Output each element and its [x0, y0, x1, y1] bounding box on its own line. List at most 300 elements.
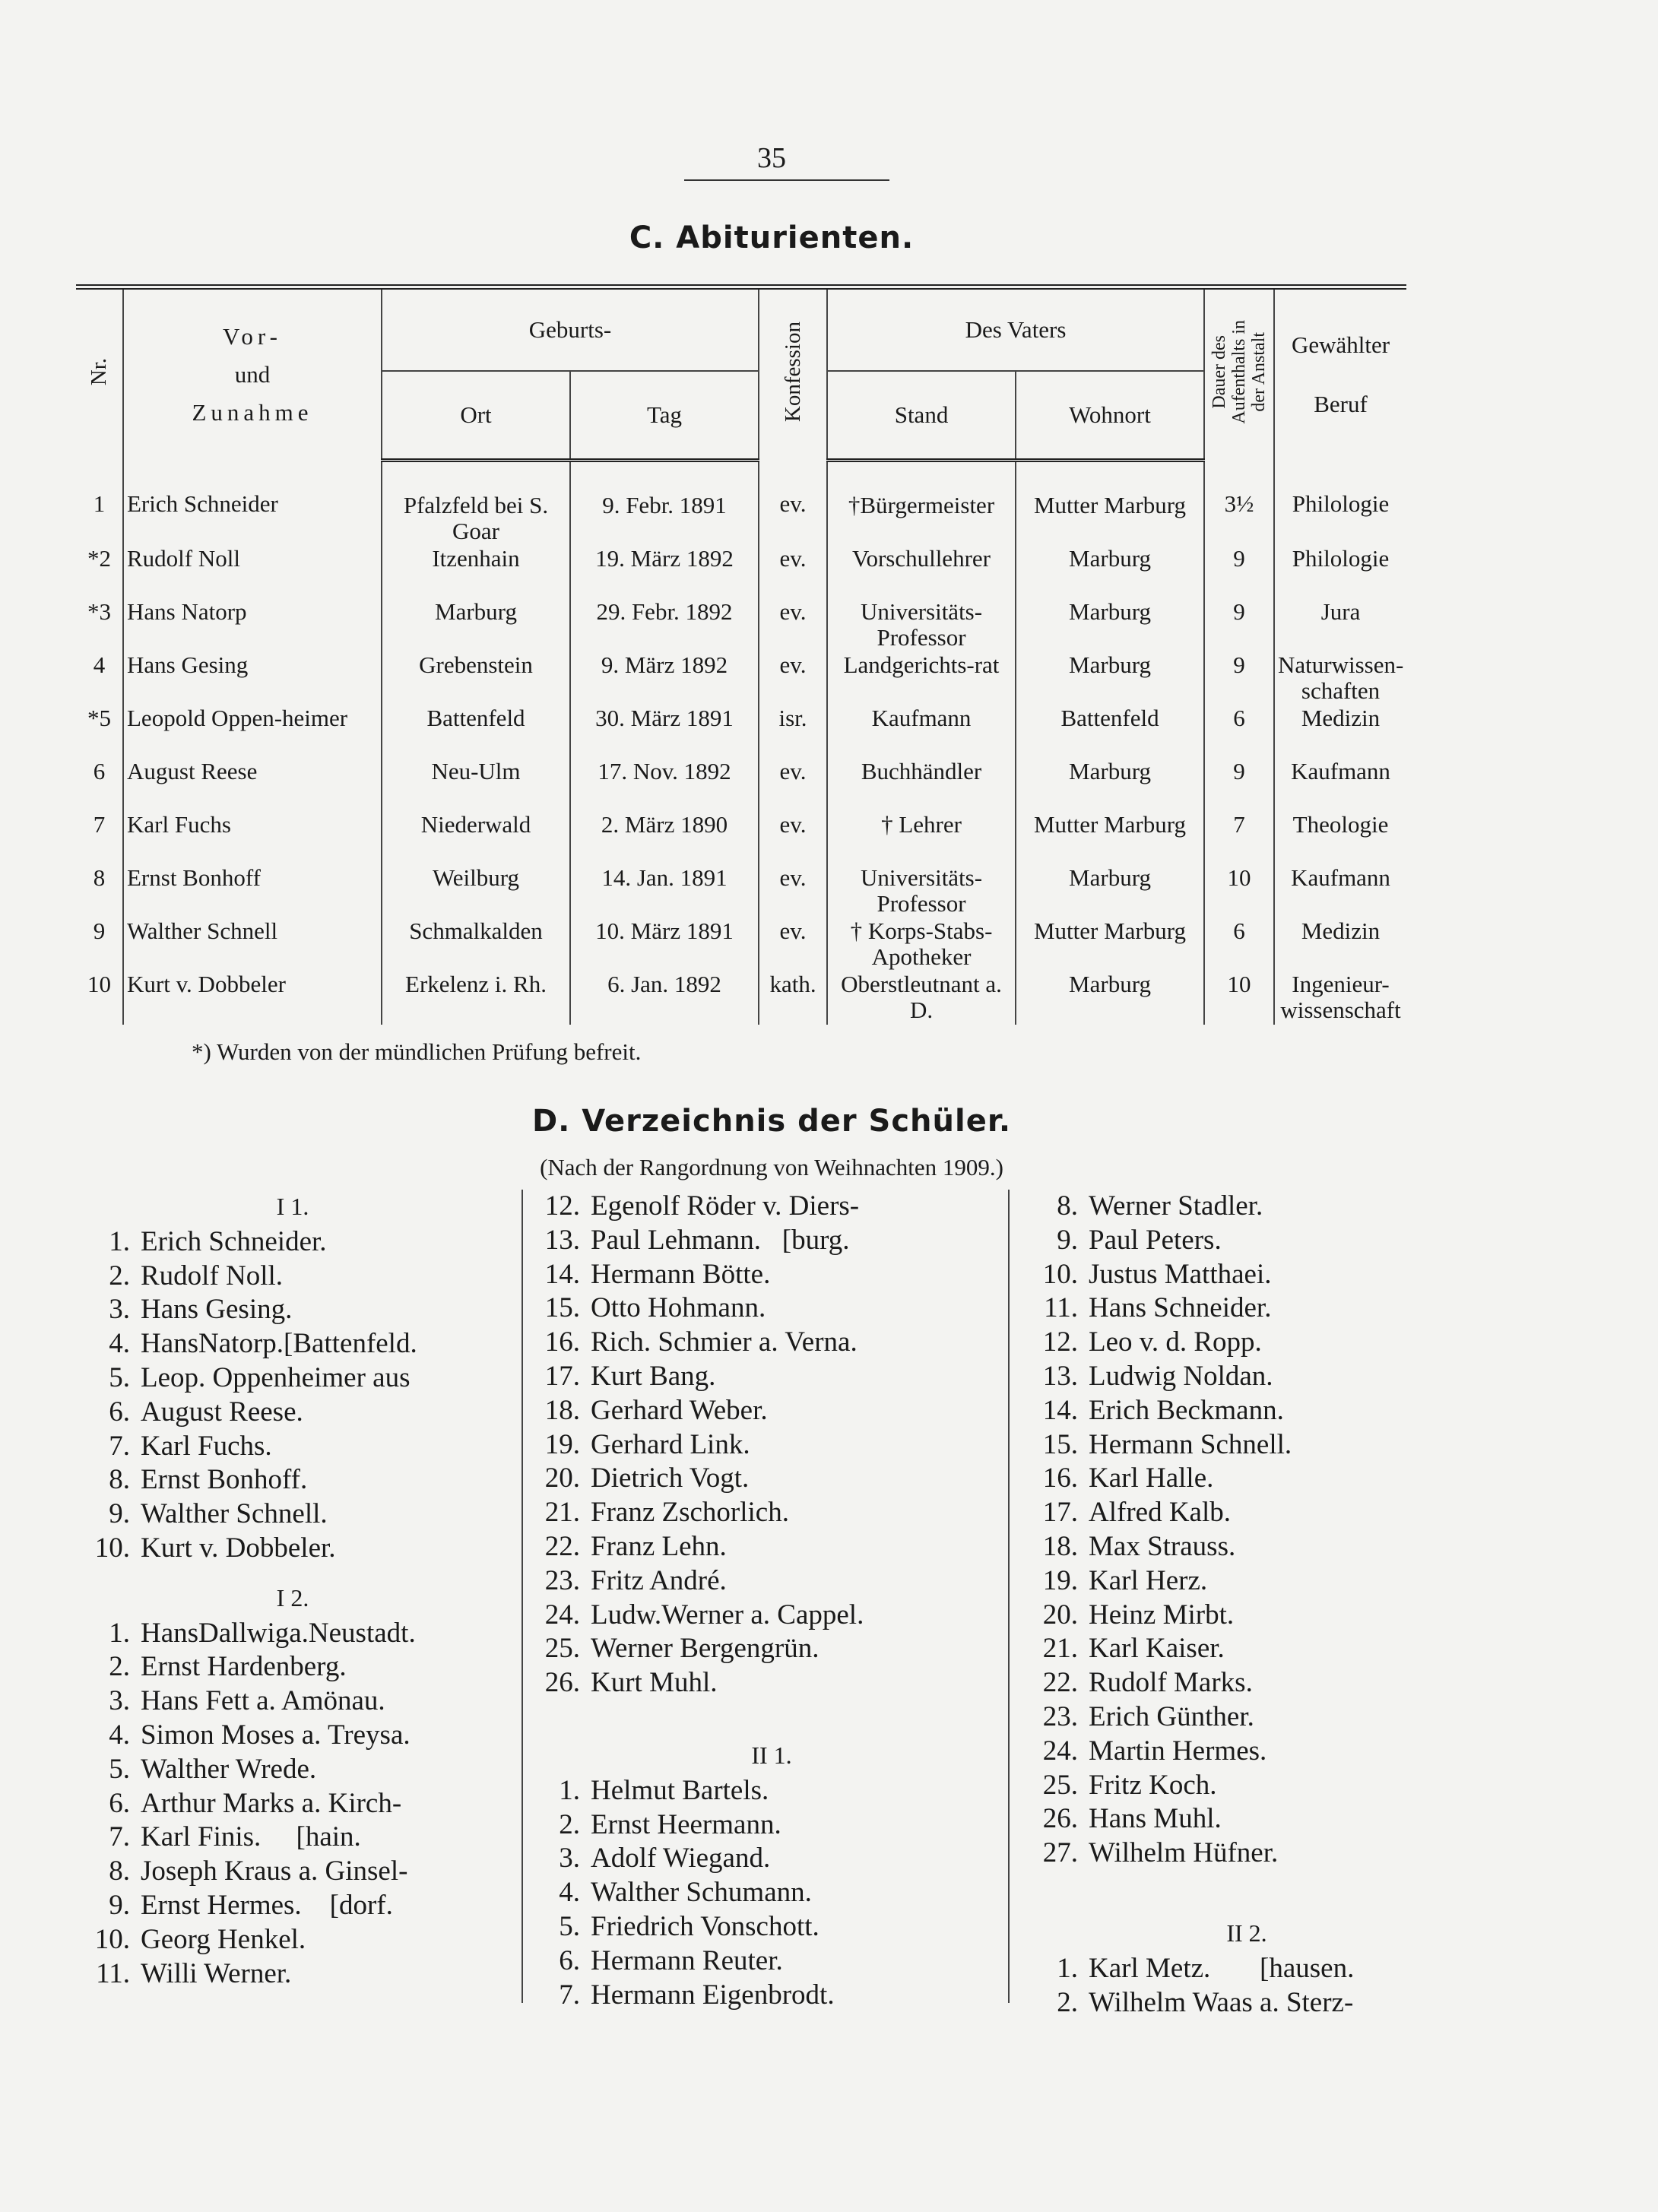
- list-item-name: Hans Muhl.: [1089, 1803, 1222, 1835]
- cell-wohnort: Marburg: [1016, 599, 1204, 652]
- list-item-name: Hans Fett a. Amönau.: [141, 1685, 385, 1717]
- list-item-number: 6.: [109, 1396, 130, 1428]
- header-wohnort: Wohnort: [1016, 371, 1204, 461]
- cell-konf: isr.: [759, 705, 827, 759]
- cell-name: Ernst Bonhoff: [123, 865, 382, 918]
- list-item-name: Ludwig Noldan.: [1089, 1360, 1273, 1392]
- cell-nr: 8: [93, 864, 106, 891]
- list-item-number: 14.: [1042, 1394, 1078, 1426]
- list-item-number: 25.: [544, 1633, 580, 1665]
- list-item-number: 10.: [94, 1923, 130, 1955]
- list-item-number: 4.: [109, 1719, 130, 1751]
- page-number: 35: [757, 142, 786, 174]
- cell-name: Erich Schneider: [123, 461, 382, 547]
- cell-beruf: Medizin: [1274, 705, 1406, 759]
- list-item: [72, 1923, 513, 1957]
- list-item-number: 3.: [109, 1294, 130, 1326]
- table-row: [76, 461, 1406, 547]
- list-item: [536, 1842, 1007, 1876]
- cell-name: August Reese: [123, 759, 382, 812]
- list-item: [1019, 1700, 1475, 1735]
- list-item: [1019, 1599, 1475, 1633]
- list-item-number: 3.: [559, 1843, 580, 1874]
- cell-dauer: 9: [1204, 652, 1274, 705]
- list-item-name: Erich Beckmann.: [1089, 1394, 1284, 1426]
- list-item-number: 6.: [109, 1787, 130, 1819]
- list-item: [1019, 1326, 1475, 1360]
- list-item-number: 24.: [1042, 1735, 1078, 1767]
- list-item: [1019, 1291, 1475, 1326]
- list-item-number: 17.: [544, 1360, 580, 1392]
- list-item-number: 2.: [109, 1260, 130, 1291]
- cell-tag: 10. März 1891: [570, 918, 759, 971]
- cell-nr: 1: [93, 490, 106, 517]
- list-item-name: Karl Herz.: [1089, 1564, 1208, 1596]
- list-item-name: Otto Hohmann.: [591, 1292, 766, 1324]
- list-item-number: 4.: [559, 1877, 580, 1909]
- list-item: [536, 1224, 1007, 1258]
- list-item-number: 8.: [109, 1855, 130, 1887]
- cell-konf: ev.: [759, 865, 827, 918]
- list-item: [72, 1327, 513, 1361]
- table-row: [76, 812, 1406, 865]
- list-item-name: Adolf Wiegand.: [591, 1843, 771, 1874]
- list-item-number: 11.: [1044, 1292, 1078, 1324]
- cell-wohnort: Marburg: [1016, 865, 1204, 918]
- cell-name: Karl Fuchs: [123, 812, 382, 865]
- section-d-title: D. Verzeichnis der Schüler.: [531, 1104, 1012, 1139]
- list-item: [1019, 1258, 1475, 1292]
- cell-konf: ev.: [759, 599, 827, 652]
- table-row: [76, 865, 1406, 918]
- cell-ort: Battenfeld: [382, 705, 570, 759]
- list-item: [72, 1430, 513, 1464]
- list-item-number: 3.: [109, 1685, 130, 1717]
- table-row: [76, 546, 1406, 599]
- cell-dauer: 6: [1204, 918, 1274, 971]
- header-nr: Nr.: [76, 287, 123, 461]
- list-item-name: Helmut Bartels.: [591, 1774, 769, 1806]
- list-item: [1019, 1666, 1475, 1700]
- list-item-number: 5.: [109, 1753, 130, 1785]
- list-item-name: Leop. Oppenheimer aus: [141, 1361, 411, 1393]
- list-item: [72, 1957, 513, 1992]
- cell-ort: Pfalzfeld bei S. Goar: [382, 461, 570, 547]
- list-item-number: 9.: [109, 1889, 130, 1921]
- cell-dauer: 7: [1204, 812, 1274, 865]
- list-item-number: 23.: [1042, 1700, 1078, 1732]
- list-item-name: Wilhelm Hüfner.: [1089, 1837, 1279, 1869]
- cell-stand: † Korps-Stabs-Apotheker: [827, 918, 1016, 971]
- list-item-number: 1.: [109, 1617, 130, 1649]
- list-item-name: HansDallwiga.Neustadt.: [141, 1617, 416, 1649]
- cell-stand: Landgerichts-rat: [827, 652, 1016, 705]
- cell-ort: Grebenstein: [382, 652, 570, 705]
- list-item: [72, 1719, 513, 1753]
- list-item-number: 1.: [559, 1774, 580, 1806]
- list-item: [72, 1225, 513, 1260]
- list-item: [536, 1599, 1007, 1633]
- cell-konf: ev.: [759, 812, 827, 865]
- list-item-name: Hermann Bötte.: [591, 1258, 771, 1290]
- cell-dauer: 10: [1204, 971, 1274, 1025]
- list-item-number: 7.: [109, 1821, 130, 1853]
- list-item-number: 15.: [544, 1292, 580, 1324]
- list-item-name: Hermann Eigenbrodt.: [591, 1979, 835, 2011]
- list-item-name: Gerhard Weber.: [591, 1394, 768, 1426]
- list-item: [1019, 1836, 1475, 1871]
- list-item: [536, 1394, 1007, 1428]
- list-item-number: 10.: [94, 1532, 130, 1564]
- list-item-number: 4.: [109, 1328, 130, 1360]
- list-item: [536, 1774, 1007, 1808]
- cell-ort: Schmalkalden: [382, 918, 570, 971]
- list-item: [536, 1496, 1007, 1530]
- cell-dauer: 9: [1204, 759, 1274, 812]
- list-item: [536, 1462, 1007, 1496]
- list-item-number: 20.: [1042, 1599, 1078, 1630]
- list-item-number: 25.: [1042, 1769, 1078, 1801]
- cell-tag: 9. Febr. 1891: [570, 461, 759, 547]
- cell-name: Kurt v. Dobbeler: [123, 971, 382, 1025]
- list-item-number: 22.: [544, 1530, 580, 1562]
- list-item-name: Hans Schneider.: [1089, 1292, 1272, 1324]
- list-item-number: 21.: [1042, 1633, 1078, 1665]
- list-item: [1019, 1224, 1475, 1258]
- student-column-1: [72, 1190, 513, 1991]
- list-item: [1019, 1360, 1475, 1394]
- list-item-name: Walther Schumann.: [591, 1877, 812, 1909]
- cell-name: Rudolf Noll: [123, 546, 382, 599]
- cell-stand: Kaufmann: [827, 705, 1016, 759]
- cell-nr: *5: [87, 705, 111, 731]
- list-item: [536, 1666, 1007, 1700]
- list-item: [536, 1979, 1007, 2013]
- list-item-name: Max Strauss.: [1089, 1530, 1236, 1562]
- abiturienten-table: [76, 284, 1406, 1025]
- list-item: [72, 1684, 513, 1719]
- list-item-number: 14.: [544, 1258, 580, 1290]
- cell-ort: Weilburg: [382, 865, 570, 918]
- cell-dauer: 3½: [1204, 461, 1274, 547]
- cell-name: Leopold Oppen-heimer: [123, 705, 382, 759]
- list-item: [536, 1564, 1007, 1599]
- list-item-number: 24.: [544, 1599, 580, 1630]
- list-item: [72, 1361, 513, 1396]
- footnote: *) Wurden von der mündlichen Prüfung befreit.: [192, 1038, 642, 1065]
- header-des-vaters: Des Vaters: [827, 287, 1204, 372]
- list-item-number: 9.: [1057, 1224, 1078, 1256]
- cell-stand: Universitäts-Professor: [827, 865, 1016, 918]
- list-item: [536, 1360, 1007, 1394]
- list-item-name: Heinz Mirbt.: [1089, 1599, 1235, 1630]
- list-item-name: Werner Stadler.: [1089, 1190, 1263, 1222]
- cell-beruf: Ingenieur-wissenschaft: [1274, 971, 1406, 1025]
- list-item: [536, 1632, 1007, 1666]
- section-c-title: C. Abiturienten.: [629, 220, 915, 255]
- list-item-name: HansNatorp.[Battenfeld.: [141, 1328, 417, 1360]
- cell-nr: 4: [93, 651, 106, 678]
- list-item: [1019, 1632, 1475, 1666]
- header-tag: Tag: [570, 371, 759, 461]
- list-item-name: Karl Metz. [hausen.: [1089, 1952, 1355, 1984]
- list-item: [72, 1855, 513, 1889]
- cell-nr: *2: [87, 545, 111, 572]
- cell-konf: ev.: [759, 918, 827, 971]
- cell-name: Hans Gesing: [123, 652, 382, 705]
- list-item-name: Willi Werner.: [141, 1957, 292, 1989]
- cell-wohnort: Battenfeld: [1016, 705, 1204, 759]
- cell-name: Hans Natorp: [123, 599, 382, 652]
- cell-tag: 14. Jan. 1891: [570, 865, 759, 918]
- list-item-name: Leo v. d. Ropp.: [1089, 1326, 1262, 1358]
- cell-konf: ev.: [759, 759, 827, 812]
- list-item: [1019, 1190, 1475, 1224]
- list-item-name: Hans Gesing.: [141, 1294, 293, 1326]
- list-item-name: Hermann Reuter.: [591, 1944, 783, 1976]
- class-heading: II 2.: [1226, 1919, 1267, 1947]
- list-item-number: 7.: [109, 1430, 130, 1462]
- list-item-name: Rudolf Noll.: [141, 1260, 284, 1291]
- cell-stand: Universitäts-Professor: [827, 599, 1016, 652]
- list-item-name: Walther Schnell.: [141, 1498, 328, 1530]
- list-item: [72, 1617, 513, 1651]
- list-item-name: Werner Bergengrün.: [591, 1633, 819, 1665]
- table-row: [76, 759, 1406, 812]
- list-item-name: Karl Fuchs.: [141, 1430, 272, 1462]
- cell-stand: †Bürgermeister: [827, 461, 1016, 547]
- list-item-name: Joseph Kraus a. Ginsel-: [141, 1855, 408, 1887]
- list-item-number: 5.: [109, 1361, 130, 1393]
- list-item-number: 19.: [1042, 1564, 1078, 1596]
- cell-dauer: 6: [1204, 705, 1274, 759]
- list-item: [536, 1944, 1007, 1979]
- table-row: [76, 599, 1406, 652]
- list-item: [72, 1821, 513, 1855]
- section-d-subtitle: (Nach der Rangordnung von Weihnachten 1909.): [540, 1154, 1003, 1180]
- list-item: [72, 1463, 513, 1497]
- list-item-name: Alfred Kalb.: [1089, 1497, 1231, 1529]
- cell-tag: 17. Nov. 1892: [570, 759, 759, 812]
- header-name: Vor- und Zunahme: [123, 287, 382, 461]
- list-item-number: 16.: [544, 1326, 580, 1358]
- header-stand: Stand: [827, 371, 1016, 461]
- table-row: [76, 971, 1406, 1025]
- list-item: [1019, 1496, 1475, 1530]
- list-item: [72, 1532, 513, 1566]
- list-item-name: Martin Hermes.: [1089, 1735, 1267, 1767]
- list-item-number: 7.: [559, 1979, 580, 2011]
- cell-konf: ev.: [759, 546, 827, 599]
- cell-ort: Erkelenz i. Rh.: [382, 971, 570, 1025]
- list-item-name: August Reese.: [141, 1396, 303, 1428]
- list-item-name: Erich Günther.: [1089, 1700, 1254, 1732]
- list-item-number: 8.: [109, 1464, 130, 1496]
- table-row: [76, 918, 1406, 971]
- list-item-number: 2.: [559, 1808, 580, 1840]
- cell-wohnort: Mutter Marburg: [1016, 812, 1204, 865]
- list-item: [536, 1530, 1007, 1564]
- list-item-name: Ernst Hardenberg.: [141, 1651, 347, 1683]
- cell-ort: Itzenhain: [382, 546, 570, 599]
- class-heading: I 2.: [276, 1583, 309, 1611]
- table-row: [76, 705, 1406, 759]
- list-item-name: Paul Peters.: [1089, 1224, 1222, 1256]
- list-item-number: 9.: [109, 1498, 130, 1530]
- list-item-name: Simon Moses a. Treysa.: [141, 1719, 411, 1751]
- cell-stand: Oberstleutnant a. D.: [827, 971, 1016, 1025]
- list-item-number: 2.: [1057, 1986, 1078, 2018]
- cell-wohnort: Marburg: [1016, 546, 1204, 599]
- list-item: [536, 1291, 1007, 1326]
- list-item: [72, 1650, 513, 1684]
- cell-tag: 29. Febr. 1892: [570, 599, 759, 652]
- list-item: [72, 1260, 513, 1294]
- list-item-name: Friedrich Vonschott.: [591, 1910, 819, 1942]
- list-item-number: 13.: [544, 1224, 580, 1256]
- list-item-name: Egenolf Röder v. Diers-: [591, 1190, 860, 1222]
- list-item-number: 6.: [559, 1944, 580, 1976]
- cell-wohnort: Marburg: [1016, 652, 1204, 705]
- list-item-name: Rich. Schmier a. Verna.: [591, 1326, 858, 1358]
- list-item: [72, 1293, 513, 1327]
- page-number-rule: [684, 179, 889, 181]
- cell-ort: Neu-Ulm: [382, 759, 570, 812]
- list-item-number: 26.: [1042, 1803, 1078, 1835]
- cell-beruf: Philologie: [1274, 546, 1406, 599]
- list-item-number: 18.: [544, 1394, 580, 1426]
- cell-konf: ev.: [759, 652, 827, 705]
- table-row: [76, 652, 1406, 705]
- list-item-number: 5.: [559, 1910, 580, 1942]
- list-item-name: Ernst Hermes. [dorf.: [141, 1889, 393, 1921]
- list-item-name: Franz Zschorlich.: [591, 1497, 789, 1529]
- class-heading: II 1.: [751, 1741, 792, 1769]
- cell-wohnort: Mutter Marburg: [1016, 918, 1204, 971]
- list-item-name: Georg Henkel.: [141, 1923, 306, 1955]
- cell-stand: Vorschullehrer: [827, 546, 1016, 599]
- cell-beruf: Kaufmann: [1274, 759, 1406, 812]
- list-item-name: Wilhelm Waas a. Sterz-: [1089, 1986, 1354, 2018]
- student-column-2: [536, 1190, 1007, 2012]
- list-item: [72, 1889, 513, 1923]
- list-item: [536, 1190, 1007, 1224]
- list-item-name: Kurt Bang.: [591, 1360, 716, 1392]
- list-item-name: Karl Kaiser.: [1089, 1633, 1225, 1665]
- list-item: [536, 1428, 1007, 1463]
- list-item-name: Paul Lehmann. [burg.: [591, 1224, 850, 1256]
- list-item-name: Ernst Bonhoff.: [141, 1464, 308, 1496]
- cell-dauer: 9: [1204, 599, 1274, 652]
- list-item-name: Dietrich Vogt.: [591, 1463, 750, 1494]
- column-rule: [521, 1190, 523, 2003]
- cell-tag: 9. März 1892: [570, 652, 759, 705]
- list-item-name: Ludw.Werner a. Cappel.: [591, 1599, 864, 1630]
- header-geburts: Geburts-: [382, 287, 759, 372]
- list-item-number: 19.: [544, 1428, 580, 1460]
- list-item-number: 2.: [109, 1651, 130, 1683]
- list-item-number: 16.: [1042, 1463, 1078, 1494]
- header-konfession: Konfession: [759, 287, 827, 461]
- cell-beruf: Naturwissen-schaften: [1274, 652, 1406, 705]
- list-item-name: Karl Halle.: [1089, 1463, 1214, 1494]
- cell-beruf: Kaufmann: [1274, 865, 1406, 918]
- column-rule: [1008, 1190, 1010, 2003]
- cell-dauer: 9: [1204, 546, 1274, 599]
- list-item-number: 22.: [1042, 1667, 1078, 1699]
- list-item-number: 23.: [544, 1564, 580, 1596]
- list-item-name: Erich Schneider.: [141, 1225, 327, 1257]
- list-item: [1019, 1462, 1475, 1496]
- cell-beruf: Jura: [1274, 599, 1406, 652]
- list-item: [1019, 1564, 1475, 1599]
- list-item: [536, 1910, 1007, 1944]
- cell-tag: 6. Jan. 1892: [570, 971, 759, 1025]
- list-item-number: 27.: [1042, 1837, 1078, 1869]
- list-item: [1019, 1802, 1475, 1836]
- list-item-name: Franz Lehn.: [591, 1530, 727, 1562]
- header-dauer: Dauer des Aufenthalts in der Anstalt: [1204, 287, 1274, 461]
- list-item-number: 1.: [1057, 1952, 1078, 1984]
- list-item-number: 12.: [1042, 1326, 1078, 1358]
- cell-wohnort: Marburg: [1016, 971, 1204, 1025]
- list-item-name: Gerhard Link.: [591, 1428, 750, 1460]
- cell-ort: Niederwald: [382, 812, 570, 865]
- cell-tag: 19. März 1892: [570, 546, 759, 599]
- list-item: [72, 1753, 513, 1787]
- cell-nr: *3: [87, 598, 111, 625]
- list-item-number: 10.: [1042, 1258, 1078, 1290]
- cell-name: Walther Schnell: [123, 918, 382, 971]
- list-item-name: Karl Finis. [hain.: [141, 1821, 361, 1853]
- list-item-number: 21.: [544, 1497, 580, 1529]
- list-item-number: 20.: [544, 1463, 580, 1494]
- cell-nr: 9: [93, 917, 106, 944]
- cell-tag: 30. März 1891: [570, 705, 759, 759]
- cell-nr: 7: [93, 811, 106, 838]
- cell-wohnort: Marburg: [1016, 759, 1204, 812]
- cell-konf: ev.: [759, 461, 827, 547]
- list-item: [1019, 1986, 1475, 2020]
- list-item: [536, 1808, 1007, 1843]
- list-item: [1019, 1952, 1475, 1986]
- list-item-number: 13.: [1042, 1360, 1078, 1392]
- list-item-name: Fritz André.: [591, 1564, 727, 1596]
- cell-beruf: Theologie: [1274, 812, 1406, 865]
- student-column-3: [1019, 1190, 1475, 2020]
- list-item: [1019, 1428, 1475, 1463]
- list-item: [1019, 1769, 1475, 1803]
- list-item: [1019, 1735, 1475, 1769]
- list-item-name: Ernst Heermann.: [591, 1808, 781, 1840]
- list-item-name: Justus Matthaei.: [1089, 1258, 1272, 1290]
- cell-wohnort: Mutter Marburg: [1016, 461, 1204, 547]
- list-item: [72, 1396, 513, 1430]
- list-item-name: Arthur Marks a. Kirch-: [141, 1787, 402, 1819]
- cell-konf: kath.: [759, 971, 827, 1025]
- cell-stand: Buchhändler: [827, 759, 1016, 812]
- class-heading: I 1.: [276, 1193, 309, 1220]
- cell-beruf: Medizin: [1274, 918, 1406, 971]
- list-item: [536, 1258, 1007, 1292]
- list-item: [1019, 1394, 1475, 1428]
- list-item: [72, 1497, 513, 1532]
- cell-nr: 10: [87, 971, 111, 997]
- list-item-number: 17.: [1042, 1497, 1078, 1529]
- list-item-number: 11.: [96, 1957, 130, 1989]
- list-item-number: 12.: [544, 1190, 580, 1222]
- cell-nr: 6: [93, 758, 106, 784]
